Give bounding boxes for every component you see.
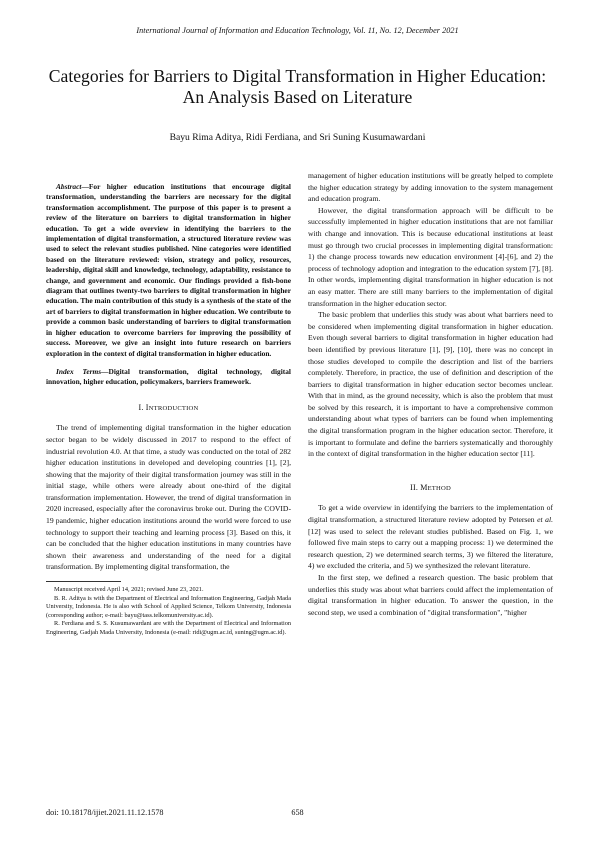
paper-title: Categories for Barriers to Digital Transformation in Higher Education: An Analysis Based on Literature [48, 66, 547, 107]
section-heading-method [308, 482, 553, 495]
body-paragraph: However, the digital transformation approach will be difficult to be successfully implemented in higher education institutions that are not familiar with change and innovation. This is because educational institutions at least must go through two crucial processes in implementing digital transformation: 1) the change process towards new education environment [4]-[6], and 2) the process of technology adoption and integration to the education system [7], [8]. In other words, implementing digital transformation in higher education is not an easy matter. There are still many barriers to the implementation of digital transformation in the higher education sector. [308, 205, 553, 308]
footnote-author-1: B. R. Aditya is with the Department of Electrical and Information Engineering, Gadjah Mada University, Indonesia. He is also with School of Applied Science, Telkom University, Indonesia (corresponding author; e-mail: bayu@tass.telkomuniversity.ac.id). [46, 594, 291, 619]
abstract-text: —For higher education institutions that encourage digital transformation, understanding the barriers are necessary for the digital transformation accomplishment. The purpose of this paper is to present a review of the literature on barriers to digital transformation in higher education. To get a wide overview in identifying the barriers to the implementation of digital transformation, a structured literature review was used to select the relevant studies published. Nine categories were identified based on the literature reviewed: vision, strategy and policy, resources, leadership, digital skill and knowledge, technology, adaptability, resistance to change, and government and economic. Our findings provided a fish-bone diagram that outlines twenty-two barriers to digital transformation in higher education. The main contribution of this study is a synthesis of the state of the art of barriers to digital transformation in higher education. We contribute to provide a common basic understanding of barriers to digital transformation in higher education to overcome barriers for improving the possibility of success. Moreover, we give an insight into future research on barriers exploration in the context of digital transformation in higher education. [46, 182, 291, 358]
footnote-received: Manuscript received April 14, 2021; revised June 23, 2021. [54, 586, 204, 594]
section-rest: ETHOD [427, 484, 451, 492]
index-terms-text: —Digital transformation, digital technology, digital innovation, higher education, policymakers, barriers framework. [46, 366, 291, 387]
section-numeral: II. [410, 482, 421, 492]
footnote-author-2: R. Ferdiana and S. S. Kusumawardani are with the Department of Electrical and Information Engineering, Gadjah Mada University, Indonesia (e-mail: ridi@ugm.ac.id, suning@ugm.ac.id). [46, 620, 291, 636]
section-initial: M [420, 482, 428, 492]
footnotes [46, 586, 291, 638]
index-terms [46, 367, 291, 388]
method-text: To get a wide overview in identifying the barriers to the implementation of digital transformation, a structured literature review adopted by Petersen [308, 503, 553, 525]
right-column [308, 170, 553, 618]
abstract-lead: Abstract [56, 182, 82, 191]
intro-paragraph: The trend of implementing digital transformation in the higher education sector began to be widely discussed in 2017 to respond to the effect of industrial revolution 4.0. At that time, a study was conducted on the total of 282 higher education institutions in developed and developing countries [1], [2], showing that the majority of their digital transformation journey was still in the initial stage, while others were already about one-third of the digital transformation implementation. However, the trend of digital transformation in 2020 increased, especially after the coronavirus broke out. During the COVID-19 pandemic, higher education institutions around the world were forced to use technology to support their teaching and learning process [3]. Based on this, it can be concluded that the higher education institutions in many countries have shown their awareness and understanding of the need for a digital transformation. By implementing digital transformation, the [46, 423, 291, 572]
section-initial: I [145, 402, 149, 412]
method-text: [12] was used to select the relevant studies published. Based on Fig. 1, we followed five main steps to carry out a mapping process: 1) we determined the research question, 2) we determined search terms, 3) we filtered the literature, 4) we excluded the criteria, and 5) we synthesized the relevant literature. [308, 526, 553, 571]
body-paragraph: The basic problem that underlies this study was about what barriers need to be considered when implementing digital transformation in higher education. Even though several barriers to digital transformation in higher education had been identified by previous literature [1], [9], [10], there was no concept in those studies developed to compile the description and list of the barriers completely. Therefore, in practice, the use of definition and description of the barriers to digital transformation in higher education sector becomes unclear. With that in mind, as the ground necessity, which is also the problem that must be solved by this research, it is important to have a comprehensive common understanding about what types of barriers can be found when implementing the digital transformation program in the higher education sector. Therefore, it is important to formulate and define the barriers systematically and thoroughly in the context of digital transformation in the higher education sector [11]. [308, 310, 553, 459]
doi: doi: 10.18178/ijiet.2021.11.12.1578 [46, 808, 164, 817]
section-heading-introduction [46, 402, 291, 415]
author-list: Bayu Rima Aditya, Ridi Ferdiana, and Sri Suning Kusumawardani [169, 132, 426, 143]
page-number: 658 [291, 808, 304, 817]
citation-etal: et al. [537, 515, 553, 525]
abstract [46, 182, 291, 359]
body-paragraph: In the first step, we defined a research question. The basic problem that underlies this study was about what barriers could affect the implementation of digital transformation in higher education. To answer the question, in the second step, we used a combination of "digital transformation", "higher [308, 573, 553, 617]
method-paragraph [308, 502, 553, 572]
section-rest: NTRODUCTION [148, 404, 199, 412]
journal-header: International Journal of Information and Education Technology, Vol. 11, No. 12, December 2021 [136, 26, 459, 35]
footnote-divider [46, 581, 121, 582]
left-column [46, 182, 291, 638]
section-numeral: I. [138, 402, 146, 412]
body-paragraph: management of higher education institutions will be greatly helped to complete the higher education strategy by adding innovation to the system management and education program. [308, 171, 553, 204]
index-terms-lead: Index Terms [56, 366, 102, 376]
